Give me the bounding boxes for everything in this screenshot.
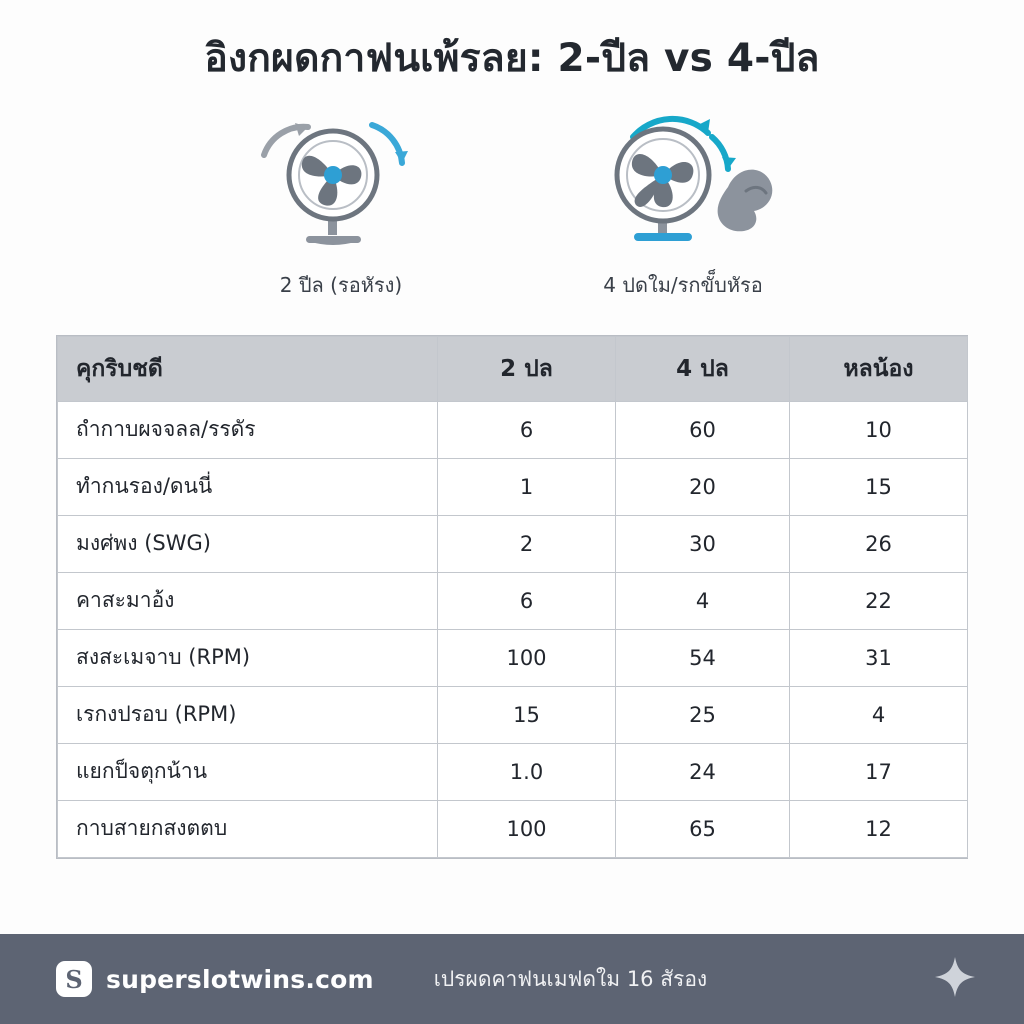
row-value-2blade: 100: [438, 800, 616, 857]
column-header-2blade: 2 ปล: [438, 336, 616, 401]
fan-muscle-icon: [558, 107, 808, 257]
row-value-4blade: 20: [616, 458, 790, 515]
row-label: สงสะเมจาบ (RPM): [58, 629, 438, 686]
row-label: กาบสายกสงตตบ: [58, 800, 438, 857]
row-label: ถำกาบผจจลล/รรดัร: [58, 401, 438, 458]
row-value-note: 26: [790, 515, 968, 572]
table-row: [58, 515, 968, 572]
row-value-2blade: 1: [438, 458, 616, 515]
row-label: คาสะมาอ้ง: [58, 572, 438, 629]
row-value-2blade: 15: [438, 686, 616, 743]
table-row: [58, 572, 968, 629]
column-header-criteria: คุกริบชดี: [58, 336, 438, 401]
row-value-note: 17: [790, 743, 968, 800]
row-label: แยกป็จตุกน้าน: [58, 743, 438, 800]
illustration-caption: 2 ปีล (รอหัรง): [279, 272, 403, 297]
row-value-4blade: 4: [616, 572, 790, 629]
row-label: ทำกนรอง/ดนนี่: [58, 458, 438, 515]
table-row: [58, 686, 968, 743]
brand-name: superslotwins.com: [106, 964, 374, 994]
brand-block[interactable]: [56, 961, 374, 997]
table-row: [58, 800, 968, 857]
sparkle-icon: [932, 954, 978, 1004]
footer-note: เปรผดคาฟนเมฟดใม 16 สัรอง: [433, 966, 708, 991]
brand-logo-icon: S: [56, 961, 92, 997]
page-title: อิงกผดกาฟนเพ้รลย: 2-ปีล vs 4-ปีล: [204, 36, 820, 81]
table-row: [58, 629, 968, 686]
row-value-2blade: 6: [438, 572, 616, 629]
fan-icon: [216, 107, 466, 257]
row-value-4blade: 65: [616, 800, 790, 857]
illustration-4-blade: [558, 107, 808, 301]
illustration-2-blade: [216, 107, 466, 301]
row-value-2blade: 1.0: [438, 743, 616, 800]
table-header-row: [58, 336, 968, 401]
row-label: มงศ่พง (SWG): [58, 515, 438, 572]
row-value-4blade: 24: [616, 743, 790, 800]
illustration-row: [0, 107, 1024, 301]
table-row: [58, 401, 968, 458]
row-value-note: 22: [790, 572, 968, 629]
row-value-note: 15: [790, 458, 968, 515]
table-row: [58, 743, 968, 800]
row-value-note: 12: [790, 800, 968, 857]
row-value-4blade: 30: [616, 515, 790, 572]
comparison-table: [56, 335, 968, 859]
row-value-note: 4: [790, 686, 968, 743]
column-header-4blade: 4 ปล: [616, 336, 790, 401]
illustration-caption: 4 ปดใม/รกขั็บหัรอ: [603, 272, 763, 297]
row-value-4blade: 60: [616, 401, 790, 458]
table-row: [58, 458, 968, 515]
row-value-2blade: 100: [438, 629, 616, 686]
row-label: เรกงปรอบ (RPM): [58, 686, 438, 743]
row-value-note: 10: [790, 401, 968, 458]
row-value-4blade: 54: [616, 629, 790, 686]
footer-bar: [0, 934, 1024, 1024]
row-value-2blade: 2: [438, 515, 616, 572]
row-value-4blade: 25: [616, 686, 790, 743]
row-value-note: 31: [790, 629, 968, 686]
column-header-note: หลน้อง: [790, 336, 968, 401]
row-value-2blade: 6: [438, 401, 616, 458]
